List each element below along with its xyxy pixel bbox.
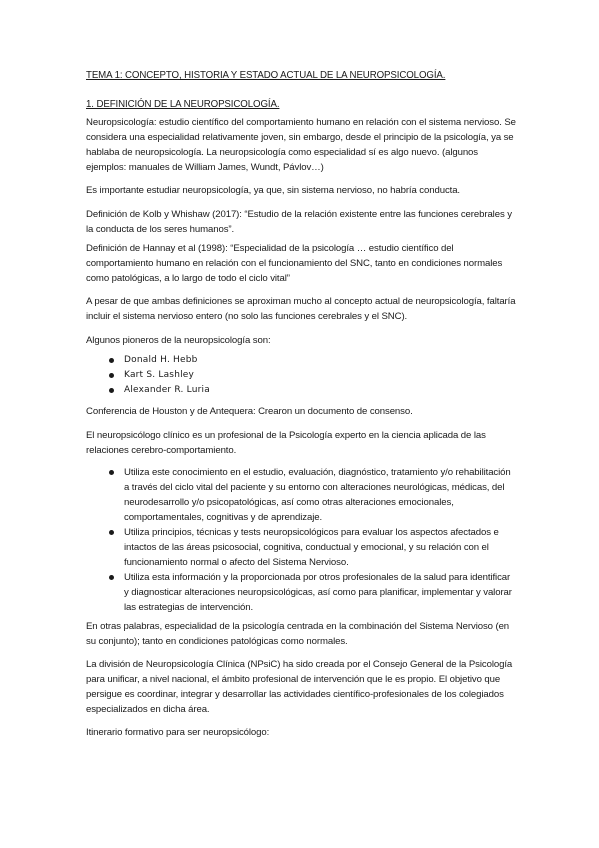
paragraph-kolb-whishaw: Definición de Kolb y Whishaw (2017): “Estudio de la relación existente entre las funciones cerebrales y la conducta de los seres humanos”. bbox=[86, 209, 512, 235]
paragraph-conference: Conferencia de Houston y de Antequera: Crearon un documento de consenso. bbox=[86, 406, 413, 417]
paragraph-npsic-division: La división de Neuropsicología Clínica (NPsiC) ha sido creada por el Consejo General de la Psicología para unificar, a nivel nacional, el ámbito profesional de intervención que le es propio. El objetivo que persigue es coordinar, integrar y desarrollar las actividades científico-profesionales de los colegiados especializados en dicha área. bbox=[86, 659, 513, 715]
section-heading: 1. DEFINICIÓN DE LA NEUROPSICOLOGÍA. bbox=[86, 99, 280, 110]
list-item: Kart S. Lashley bbox=[108, 368, 516, 383]
document-title: TEMA 1: CONCEPTO, HISTORIA Y ESTADO ACTUAL DE LA NEUROPSICOLOGÍA. bbox=[86, 70, 446, 81]
list-item: Utiliza esta información y la proporcionada por otros profesionales de la salud para identificar y diagnosticar alteraciones neuropsicológicas, así como para planificar, implementar y valorar las estrategias de intervención. bbox=[108, 570, 516, 615]
paragraph-in-other-words: En otras palabras, especialidad de la psicología centrada en la combinación del Sistema Nervioso (en su conjunto); tanto en condiciones patológicas como normales. bbox=[86, 621, 510, 647]
list-item: Alexander R. Luria bbox=[108, 383, 516, 398]
roles-list bbox=[108, 465, 516, 615]
paragraph-definition: Neuropsicología: estudio científico del comportamiento humano en relación con el sistema nervioso. Se considera una especialidad relativamente joven, sin embargo, desde el principio de la psicología, ya se hablaba de neuropsicología. La neuropsicología como especialidad sí es algo nuevo. (algunos ejemplos: manuales de William James, Wundt, Pávlov…) bbox=[86, 117, 516, 173]
pioneers-list bbox=[108, 353, 516, 398]
paragraph-hannay: Definición de Hannay et al (1998): “Especialidad de la psicología … estudio científico del comportamiento humano en relación con el funcionamiento del SNC, tanto en condiciones normales como patológicas, a lo largo de todo el ciclo vital” bbox=[86, 243, 503, 284]
paragraph-comparison: A pesar de que ambas definiciones se aproximan mucho al concepto actual de neuropsicología, faltaría incluir el sistema nervioso entero (no solo las funciones cerebrales y el SNC). bbox=[86, 296, 516, 322]
list-item: Utiliza este conocimiento en el estudio, evaluación, diagnóstico, tratamiento y/o rehabilitación a través del ciclo vital del paciente y su entorno con alteraciones neurológicas, médicas, del neurodesarrollo y/o psicopatológicas, así como otras alteraciones emocionales, comportamentales, cognitivas y de aprendizaje. bbox=[108, 465, 516, 525]
list-item: Donald H. Hebb bbox=[108, 353, 516, 368]
list-item: Utiliza principios, técnicas y tests neuropsicológicos para evaluar los aspectos afectados e intactos de las áreas psicosocial, cognitiva, conductual y emocional, y su relación con el funcionamiento normal o afecto del Sistema Nervioso. bbox=[108, 525, 516, 570]
paragraph-importance: Es importante estudiar neuropsicología, ya que, sin sistema nervioso, no habría conducta. bbox=[86, 185, 461, 196]
paragraph-pioneers-intro: Algunos pioneros de la neuropsicología son: bbox=[86, 335, 271, 346]
paragraph-clinical-neuropsychologist: El neuropsicólogo clínico es un profesional de la Psicología experto en la ciencia aplicada de las relaciones cerebro-comportamiento. bbox=[86, 430, 486, 456]
paragraph-training-path: Itinerario formativo para ser neuropsicólogo: bbox=[86, 727, 270, 738]
